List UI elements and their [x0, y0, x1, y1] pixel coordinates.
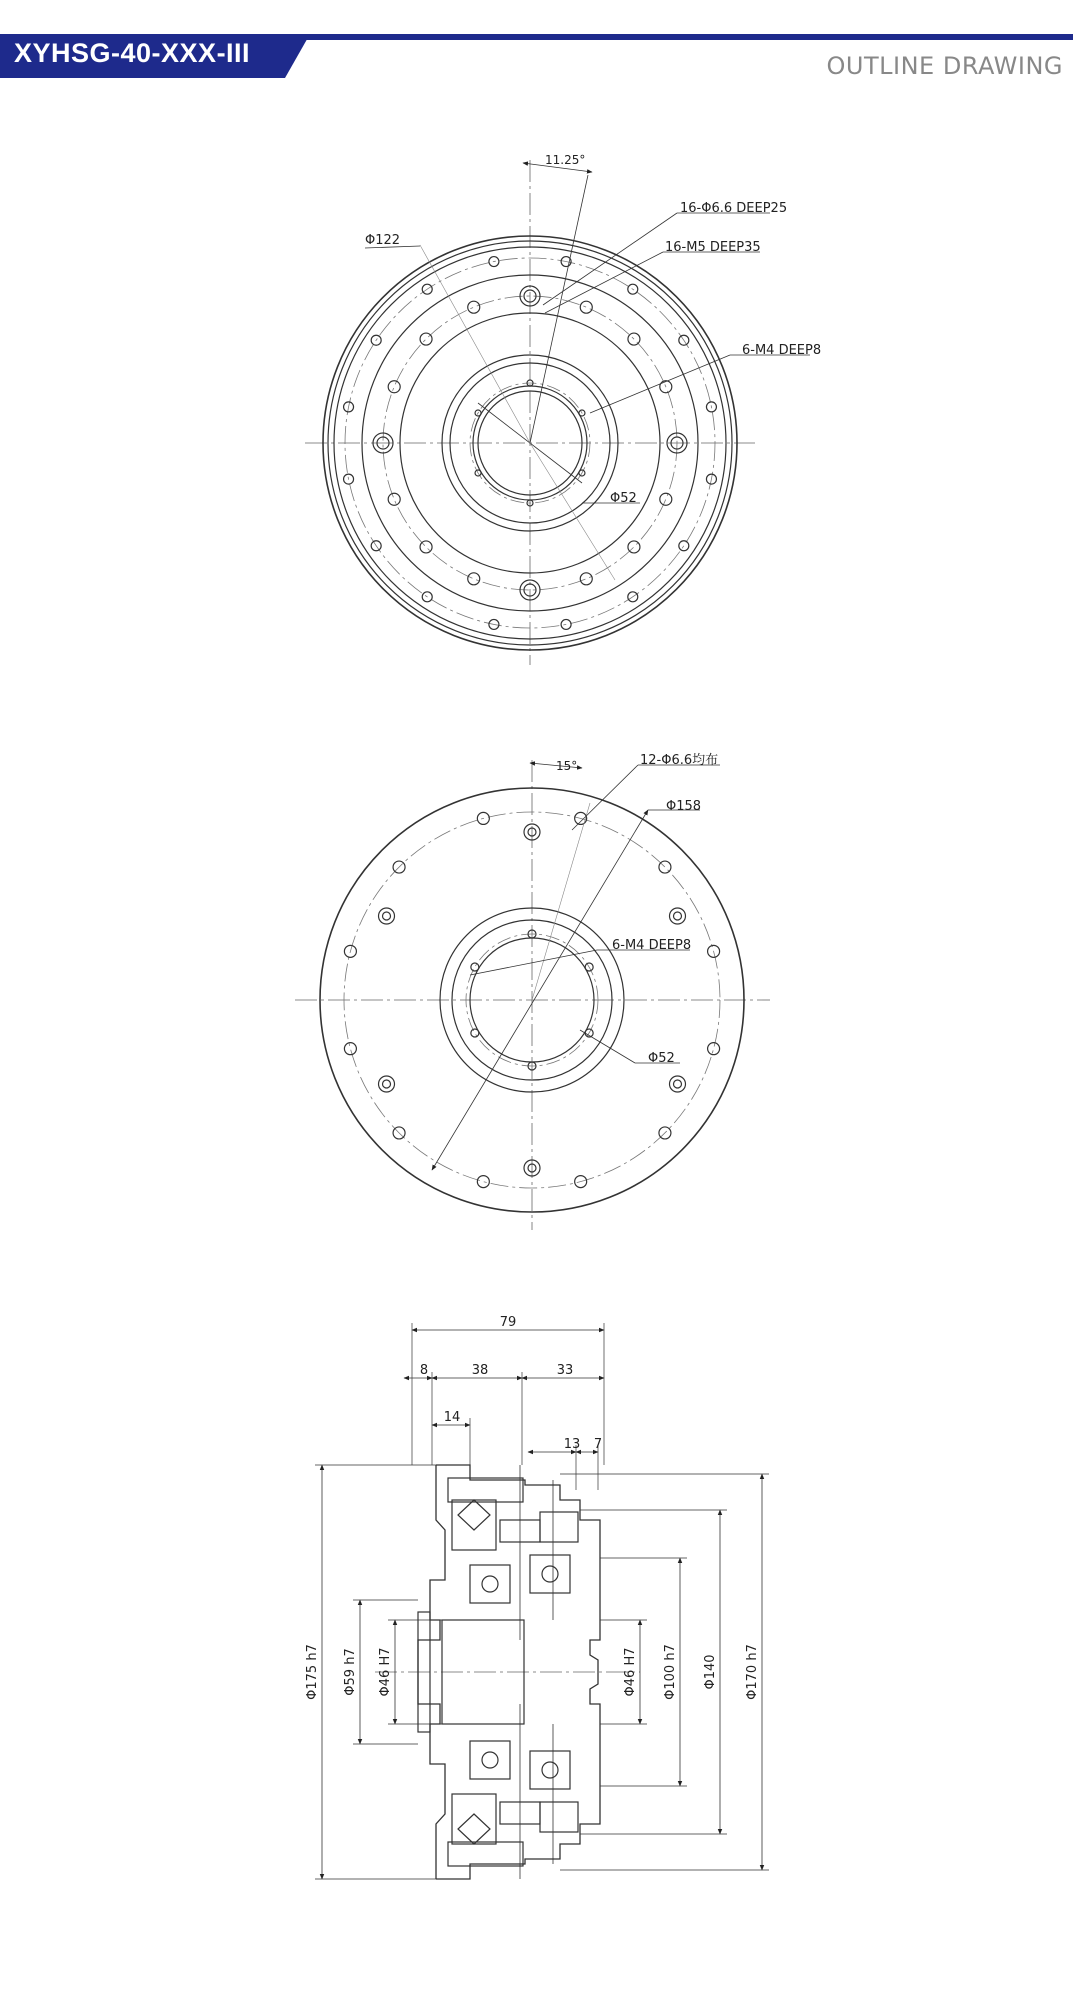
front-thread-callout: 6-M4 DEEP8 [742, 343, 822, 358]
bolt-hole [477, 1176, 489, 1188]
model-number: XYHSG-40-XXX-III [14, 38, 251, 68]
bolt-hole [471, 1029, 479, 1037]
rear-tapped-hole [669, 908, 685, 924]
rear-tapped-hole-core [673, 912, 681, 920]
bolt-hole [708, 1043, 720, 1055]
rear-tapped-hole-core [673, 1080, 681, 1088]
front-outer-diameter: Φ122 [365, 233, 401, 248]
dim-7: 7 [593, 1437, 603, 1452]
dim-33: 33 [556, 1363, 574, 1378]
rear-tapped-hole-core [383, 912, 391, 920]
bolt-hole [628, 541, 640, 553]
dim-d175: Φ175 h7 [305, 1644, 320, 1700]
rear-inner-diameter: Φ52 [648, 1051, 675, 1066]
front-hole-callout-2: 16-M5 DEEP35 [665, 240, 761, 255]
rear-angle-label: 15° [556, 759, 578, 773]
bolt-hole [468, 573, 480, 585]
rear-thread-callout: 6-M4 DEEP8 [612, 938, 692, 953]
dim-8: 8 [419, 1363, 429, 1378]
dim-d170: Φ170 h7 [745, 1644, 760, 1700]
dim-14: 14 [443, 1410, 461, 1425]
front-hole-callout-1: 16-Φ6.6 DEEP25 [680, 201, 788, 216]
rear-tapped-hole [669, 1076, 685, 1092]
section-view [315, 1323, 769, 1879]
bolt-hole [344, 1043, 356, 1055]
rear-tapped-hole [379, 908, 395, 924]
bolt-hole [471, 963, 479, 971]
bolt-hole [660, 493, 672, 505]
dim-13: 13 [563, 1437, 581, 1452]
bolt-hole [420, 333, 432, 345]
dim-d46-left: Φ46 H7 [378, 1647, 393, 1697]
rear-tapped-hole-core [383, 1080, 391, 1088]
rear-hole-callout: 12-Φ6.6均布 [640, 753, 719, 768]
dim-d46-right: Φ46 H7 [623, 1647, 638, 1697]
dim-d140: Φ140 [703, 1654, 718, 1690]
bolt-hole [468, 301, 480, 313]
section-title: OUTLINE DRAWING [826, 52, 1063, 80]
bolt-hole [420, 541, 432, 553]
dim-38: 38 [471, 1363, 489, 1378]
dim-d59: Φ59 h7 [343, 1648, 358, 1696]
dim-d100: Φ100 h7 [663, 1644, 678, 1700]
rear-tapped-hole [379, 1076, 395, 1092]
rear-outer-diameter: Φ158 [666, 799, 702, 814]
bolt-hole [388, 381, 400, 393]
bolt-hole [580, 301, 592, 313]
bolt-hole [580, 573, 592, 585]
dim-total-length: 79 [499, 1315, 517, 1330]
front-inner-diameter: Φ52 [610, 491, 637, 506]
bolt-hole [659, 861, 671, 873]
bolt-hole [679, 541, 689, 551]
bolt-hole [388, 493, 400, 505]
front-angle-label: 11.25° [545, 153, 586, 167]
rear-view [295, 760, 770, 1230]
